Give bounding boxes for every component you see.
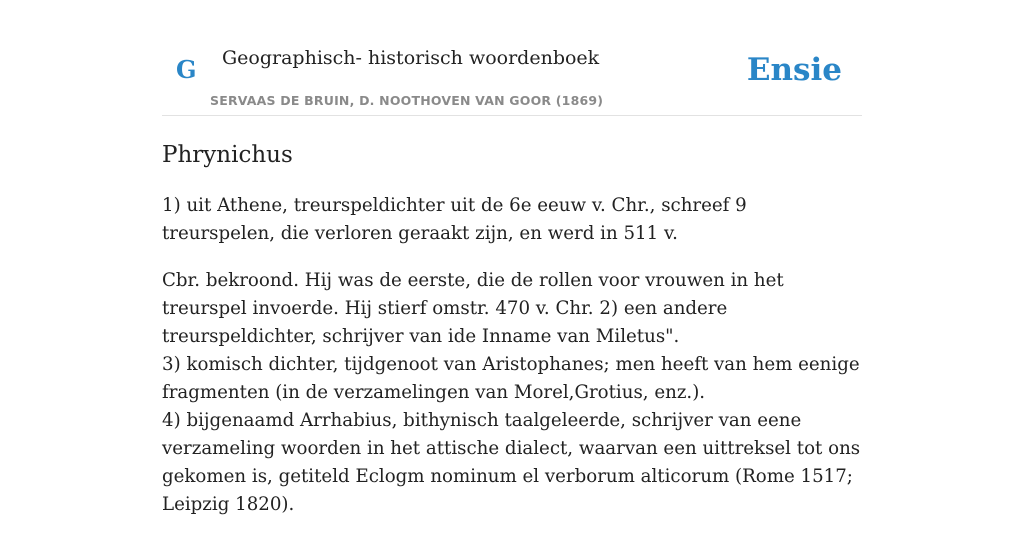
entry-paragraph-2 [162, 267, 862, 519]
book-title[interactable]: Geographisch- historisch woordenboek [222, 47, 600, 69]
entry-paragraph-line: 3) komisch dichter, tijdgenoot van Aristophanes; men heeft van hem eenige fragmenten (in de verzamelingen van Morel,Grotius, enz.). [162, 354, 860, 403]
page [162, 0, 862, 515]
entry-paragraph-1: 1) uit Athene, treurspeldichter uit de 6e eeuw v. Chr., schreef 9 treurspelen, die verloren geraakt zijn, en werd in 511 v. [162, 195, 747, 244]
entry-paragraph-line: 4) bijgenaamd Arrhabius, bithynisch taalgeleerde, schrijver van eene verzameling woorden in het attische dialect, waarvan een uittreksel tot ons gekomen is, getiteld Eclogm nominum el verborum alticorum (Rome 1517; Leipzig 1820). [162, 410, 861, 515]
entry-title: Phrynichus [162, 142, 293, 168]
entry-body [162, 192, 862, 538]
entry-paragraph-line: Cbr. bekroond. Hij was de eerste, die de rollen voor vrouwen in het treurspel invoerde. Hij stierf omstr. 470 v. Chr. 2) een andere treurspeldichter, schrijver van ide Inname van Miletus". [162, 270, 784, 347]
book-author: SERVAAS DE BRUIN, D. NOOTHOVEN VAN GOOR (1869) [210, 93, 604, 108]
book-logo-icon[interactable]: G [176, 55, 197, 84]
ensie-logo[interactable]: Ensie [746, 52, 842, 88]
header [162, 0, 862, 116]
